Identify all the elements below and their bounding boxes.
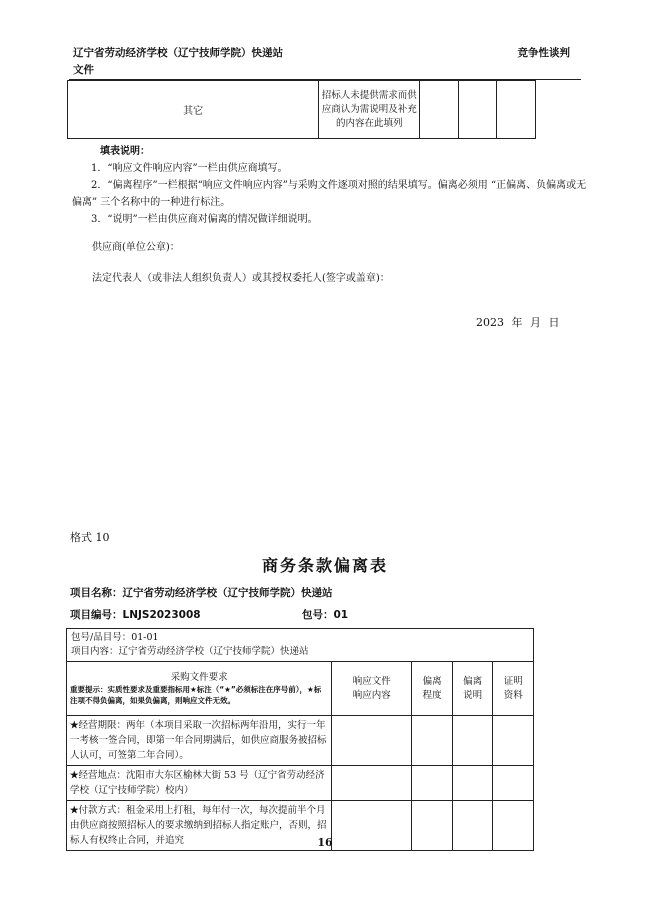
requirement-text: 经营期限：两年（本项目采取一次招标两年沿用，实行一年一考核一签合同，即第一年合同期满后，如供应商服务被招标人认可，可签第二年合同）。	[70, 720, 327, 761]
table-row	[67, 766, 534, 801]
package-number: 包号：01	[302, 609, 349, 621]
header-deviation-degree	[412, 662, 453, 716]
supplier-seal-line: 供应商(单位公章)：	[92, 242, 180, 253]
empty-cell	[332, 716, 412, 766]
table-row	[67, 629, 534, 662]
header-title-line2: 文件	[73, 64, 94, 76]
empty-cell	[412, 716, 453, 766]
commercial-deviation-table	[66, 628, 534, 851]
continued-table	[67, 80, 536, 139]
row-note-other: 招标人未提供需求而供应商认为需说明及补充的内容在此填列	[319, 81, 420, 139]
header-deviation-explanation	[452, 662, 493, 716]
package-item-number: 包号/品目号：01-01	[71, 632, 159, 643]
instruction-item: 2．“偏离程序”一栏根据“响应文件响应内容”与采购文件逐项对照的结果填写。偏离必须用 “正偏离、负偏离或无偏离” 三个名称中的一种进行标注。	[72, 180, 587, 208]
empty-cell	[493, 716, 534, 766]
header-title-line1: 辽宁省劳动经济学校（辽宁技师学院）快递站	[73, 47, 283, 59]
empty-cell	[420, 81, 459, 139]
empty-cell	[452, 766, 493, 801]
fill-instructions	[72, 143, 592, 228]
header-explanation-line1: 偏离	[463, 675, 483, 687]
header-requirements	[67, 662, 332, 716]
instructions-title: 填表说明：	[100, 146, 150, 157]
page-number: 16	[317, 836, 333, 849]
requirement-text: 付款方式：租金采用上打租，每年付一次，每次提前半个月由供应商按照招标人的要求缴纳到招标人指定账户，否则，招标人有权终止合同，并追究	[70, 805, 327, 846]
header-response-line1: 响应文件	[352, 675, 391, 687]
project-content: 项目内容：辽宁省劳动经济学校（辽宁技师学院）快递站	[71, 646, 309, 657]
requirement-cell	[67, 716, 332, 766]
requirement-text: 经营地点：沈阳市大东区榆林大街 53 号（辽宁省劳动经济学校（辽宁技师学院）校内）	[70, 770, 325, 796]
project-number: 项目编号：LNJS2023008	[70, 609, 201, 621]
empty-cell	[493, 766, 534, 801]
table-header-row	[67, 662, 534, 716]
table-info-cell	[67, 629, 534, 662]
important-notice: 重要提示：实质性要求及重要指标用★标注（“★”必须标注在序号前），★标注项不得负偏离，如果负偏离，则响应文件无效。	[70, 684, 322, 705]
header-deviation-line1: 偏离	[422, 675, 442, 687]
empty-cell	[497, 81, 536, 139]
star-mark: ★	[70, 805, 79, 816]
header-right: 竞争性谈判	[517, 47, 570, 59]
empty-cell	[412, 766, 453, 801]
star-mark: ★	[70, 720, 79, 731]
header-requirements-label: 采购文件要求	[170, 671, 228, 683]
header-response-line2: 响应内容	[352, 689, 391, 701]
date-line: 2023 年 月 日	[476, 316, 560, 329]
row-label-other: 其它	[68, 81, 319, 139]
document-title: 商务条款偏离表	[261, 556, 388, 575]
format-label: 格式 10	[70, 531, 110, 544]
empty-cell	[452, 716, 493, 766]
header-proof-line2: 资料	[503, 689, 523, 701]
header-response	[332, 662, 412, 716]
header-proof-materials	[493, 662, 534, 716]
project-name: 项目名称：辽宁省劳动经济学校（辽宁技师学院）快递站	[70, 587, 333, 599]
instruction-item: 3．“说明”一栏由供应商对偏离的情况做详细说明。	[91, 214, 318, 225]
requirement-cell	[67, 766, 332, 801]
header-deviation-line2: 程度	[422, 689, 442, 701]
header-left	[73, 45, 393, 79]
representative-sign-line: 法定代表人（或非法人组织负责人）或其授权委托人(签字或盖章)：	[92, 273, 390, 284]
header-proof-line1: 证明	[503, 675, 523, 687]
empty-cell	[458, 81, 497, 139]
table-row	[68, 81, 536, 139]
star-mark: ★	[70, 770, 79, 781]
table-row	[67, 716, 534, 766]
header-explanation-line2: 说明	[463, 689, 483, 701]
instruction-item: 1．“响应文件响应内容”一栏由供应商填写。	[91, 163, 288, 174]
empty-cell	[332, 766, 412, 801]
